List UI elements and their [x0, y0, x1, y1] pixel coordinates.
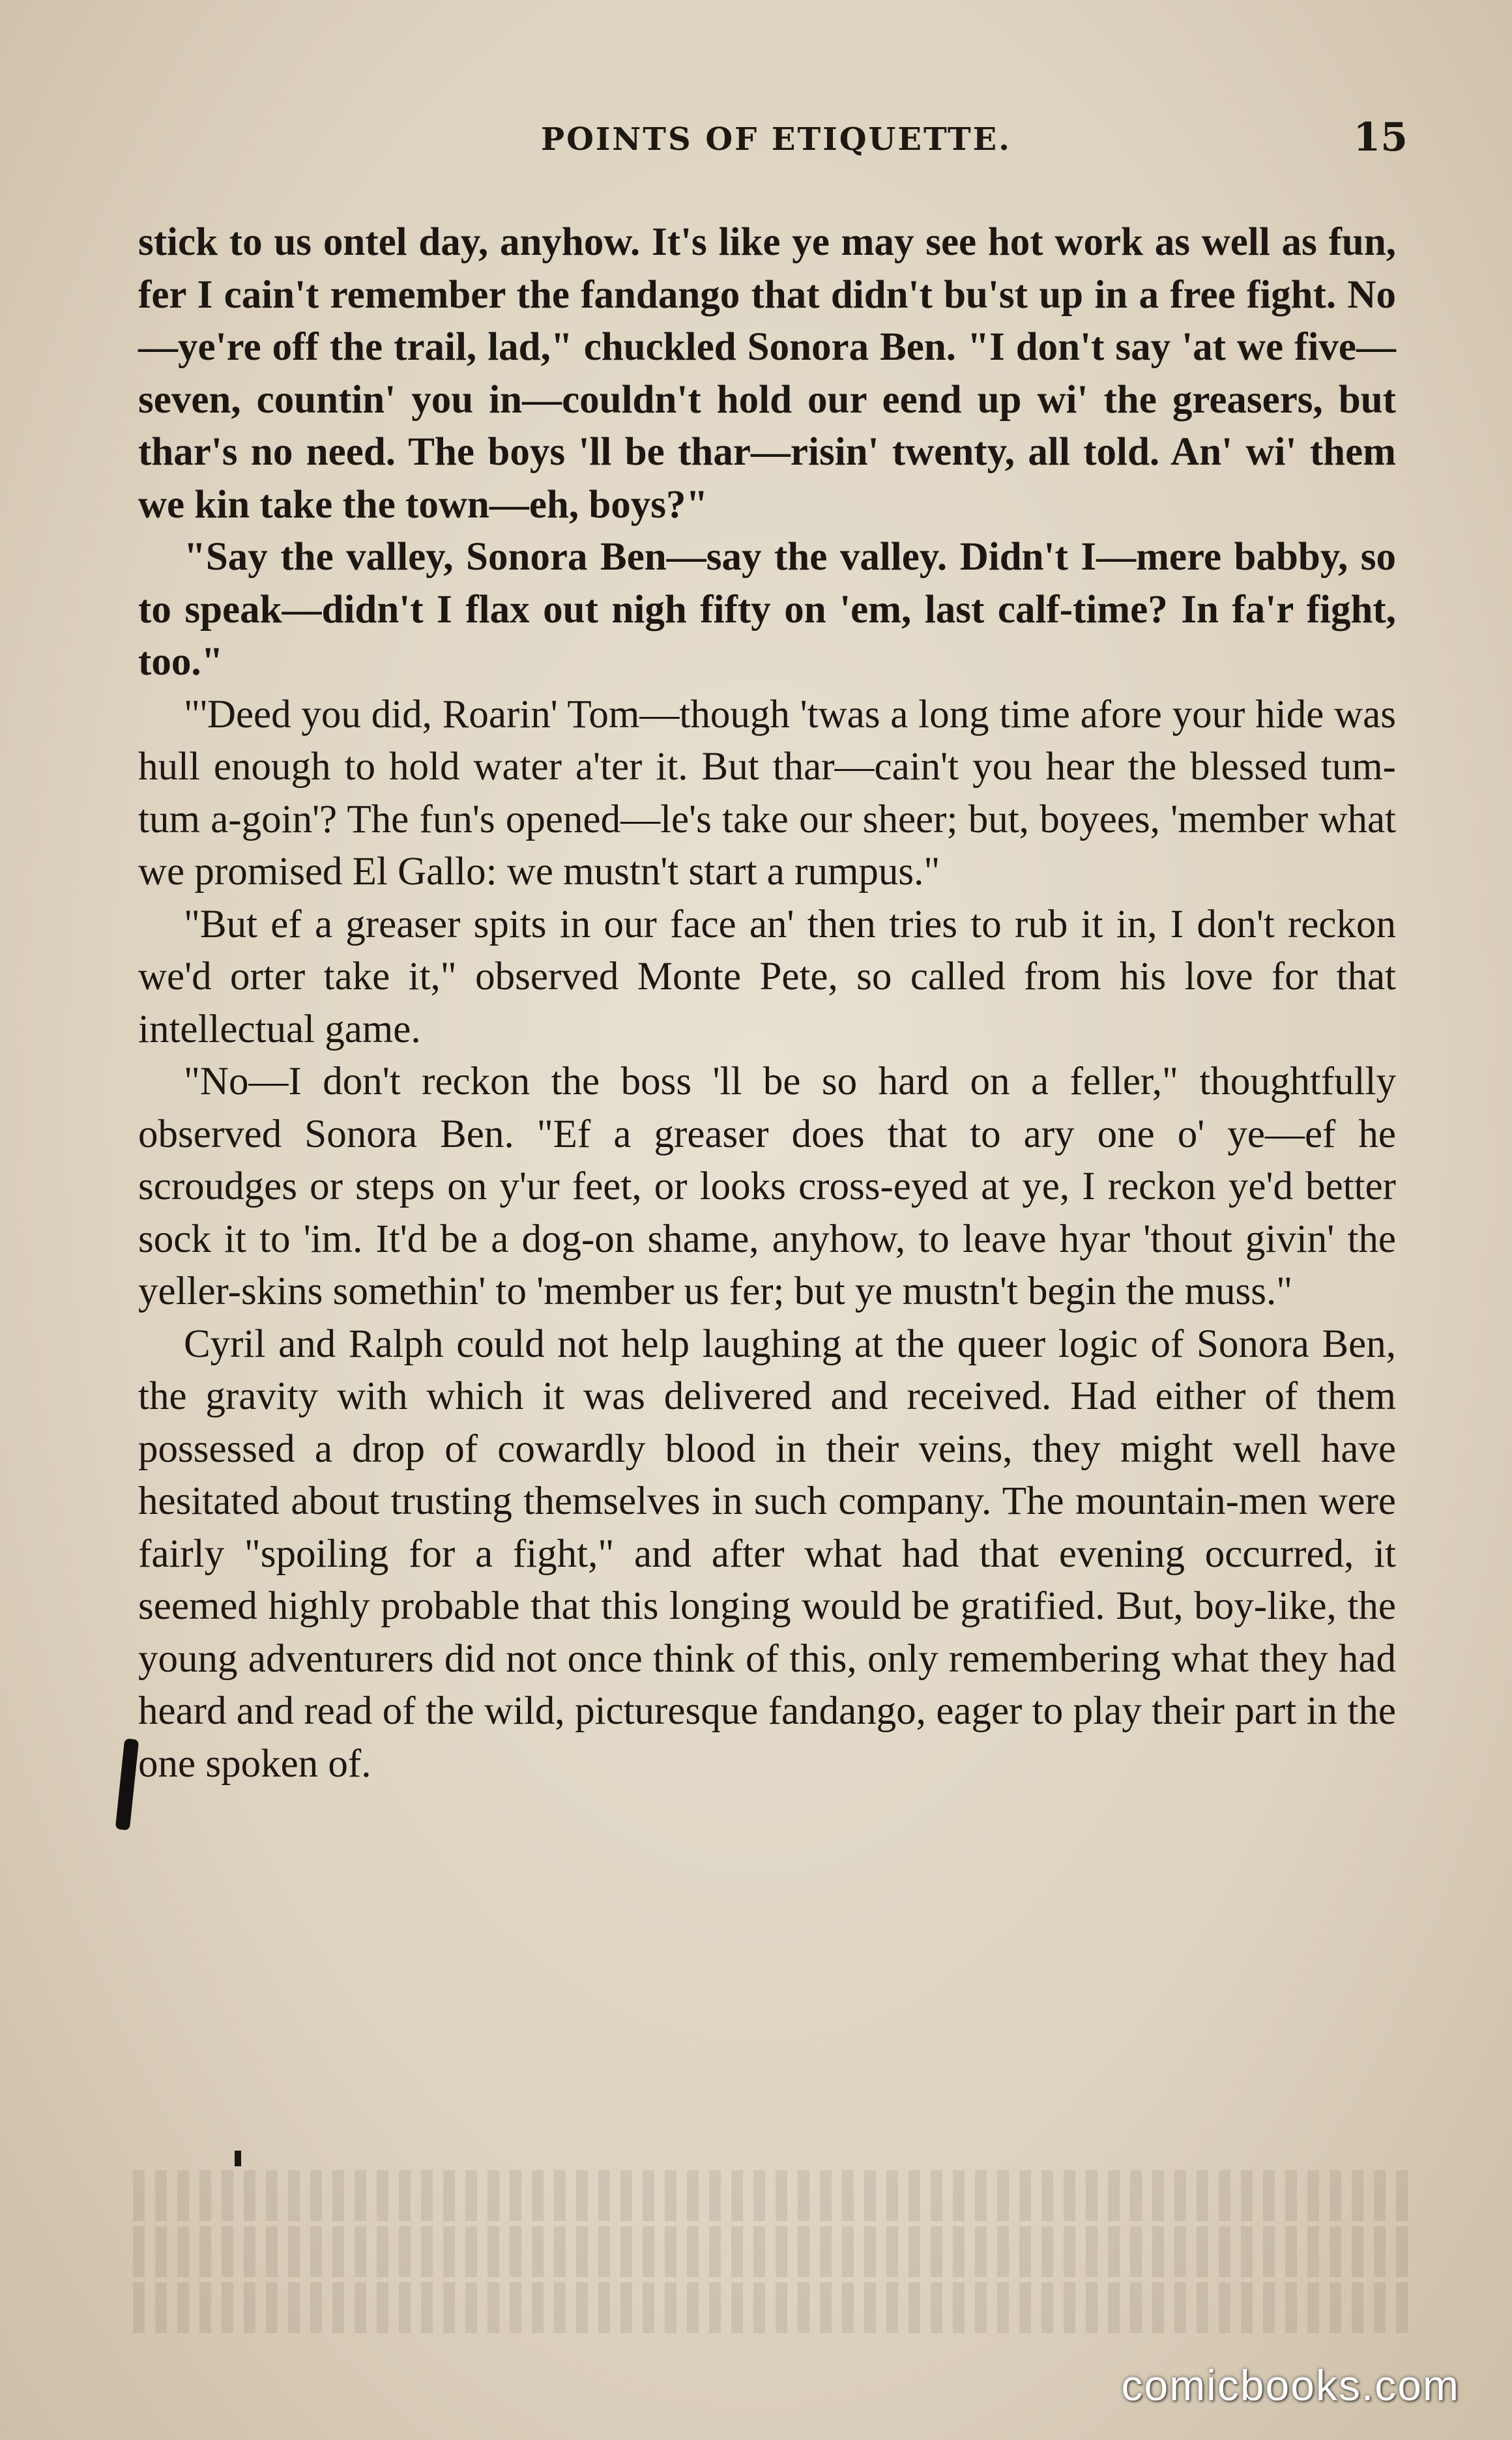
paragraph-1: stick to us ontel day, anyhow. It's like ye may see hot work as well as fun, fer I cain't remember the fandango that didn't bu'st up in a free fight. No—ye're off the trail, lad," chuckled Sonora Ben. "I don't say 'at we five—seven, countin' you in—couldn't hold our eend up wi' the greasers, but thar's no need. The boys 'll be thar—risin' twenty, all told. An' wi' them we kin take the town—eh, boys?" — [138, 220, 1396, 527]
paragraph-3: "'Deed you did, Roarin' Tom—though 'twas a long time afore your hide was hull enough to hold water a'ter it. But thar—cain't you hear the blessed tum-tum a-goin'? The fun's opened—le's take our sheer; but, boyees, 'member what we promised El Gallo: we mustn't start a rumpus." — [138, 692, 1396, 893]
paragraph-2: "Say the valley, Sonora Ben—say the valley. Didn't I—mere babby, so to speak—didn't I flax out nigh fifty on 'em, last calf-time? In fa'r fight, too." — [138, 535, 1396, 684]
body-text — [138, 216, 1396, 1790]
page-header — [137, 109, 1408, 168]
ink-dot — [235, 2151, 241, 2166]
show-through-line — [130, 2282, 1408, 2333]
paragraph-4: "But ef a greaser spits in our face an' then tries to rub it in, I don't reckon we'd orter take it," observed Monte Pete, so called from his love for that intellectual game. — [138, 902, 1396, 1051]
paragraph-6: Cyril and Ralph could not help laughing at the queer logic of Sonora Ben, the gravity with which it was delivered and received. Had either of them possessed a drop of cowardly blood in their veins, they might well have hesitated about trusting themselves in such company. The mountain-men were fairly "spoiling for a fight," and after what had that evening occurred, it seemed highly probable that this longing would be gratified. But, boy-like, the young adventurers did not once think of this, only remembering what they had heard and read of the wild, picturesque fandango, eager to play their part in the one spoken of. — [138, 1322, 1396, 1786]
page-number: 15 — [1353, 115, 1408, 160]
ink-mark — [115, 1738, 139, 1831]
show-through-line — [130, 2226, 1408, 2277]
paragraph-5: "No—I don't reckon the boss 'll be so hard on a feller," thoughtfully observed Sonora Ben. "Ef a greaser does that to ary one o' ye—ef he scroudges or steps on y'ur feet, or looks cross-eyed at ye, I reckon ye'd better sock it to 'im. It'd be a dog-on shame, anyhow, to leave hyar 'thout givin' the yeller-skins somethin' to 'member us fer; but ye mustn't begin the muss." — [138, 1060, 1396, 1313]
running-head: POINTS OF ETIQUETTE. — [541, 121, 1011, 158]
watermark: comicbooks.com — [1121, 2361, 1460, 2409]
show-through-line — [130, 2170, 1408, 2221]
show-through-text — [130, 2170, 1408, 2366]
